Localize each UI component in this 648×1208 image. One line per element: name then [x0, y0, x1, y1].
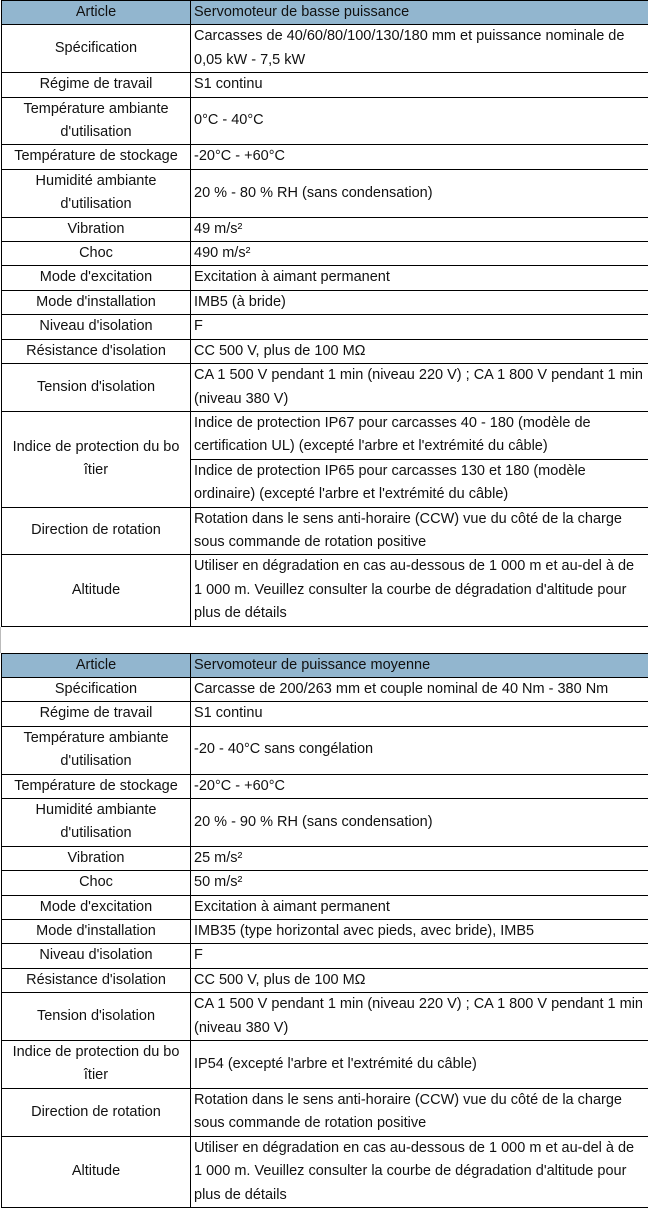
- row-value: Rotation dans le sens anti-horaire (CCW) vue du côté de la charge sous commande de rotation positive: [191, 1088, 648, 1136]
- table-row: [2, 846, 648, 870]
- table-row: [2, 145, 648, 169]
- row-value: S1 continu: [191, 73, 648, 97]
- row-label: Niveau d'isolation: [2, 944, 191, 968]
- table-row: [2, 364, 648, 412]
- table-row: [2, 1041, 648, 1089]
- spec-table: [1, 653, 648, 1208]
- table-row: [2, 895, 648, 919]
- row-value: IMB5 (à bride): [191, 290, 648, 314]
- header-article: Article: [2, 1, 191, 25]
- table-row: [2, 25, 648, 73]
- row-value: IP54 (excepté l'arbre et l'extrémité du câble): [191, 1041, 648, 1089]
- row-value: Carcasse de 200/263 mm et couple nominal de 40 Nm - 380 Nm: [191, 677, 648, 701]
- row-value: CC 500 V, plus de 100 MΩ: [191, 968, 648, 992]
- row-value: 20 % - 80 % RH (sans condensation): [191, 169, 648, 217]
- row-label: Vibration: [2, 846, 191, 870]
- row-label: Spécification: [2, 677, 191, 701]
- row-value: 0°C - 40°C: [191, 97, 648, 145]
- row-value: Excitation à aimant permanent: [191, 895, 648, 919]
- row-label: Régime de travail: [2, 73, 191, 97]
- header-motor-type: Servomoteur de basse puissance: [191, 1, 648, 25]
- row-value: IMB35 (type horizontal avec pieds, avec bride), IMB5: [191, 920, 648, 944]
- table-row: [2, 1136, 648, 1207]
- table-row: [2, 993, 648, 1041]
- row-value: Utiliser en dégradation en cas au-dessous de 1 000 m et au-del à de 1 000 m. Veuillez consulter la courbe de dégradation d'altitude pour plus de détails: [191, 1136, 648, 1207]
- table-row: [2, 266, 648, 290]
- row-label: Indice de protection du bo îtier: [2, 411, 191, 507]
- row-label: Spécification: [2, 25, 191, 73]
- row-label: Direction de rotation: [2, 507, 191, 555]
- table-row: [2, 217, 648, 241]
- row-label: Température de stockage: [2, 774, 191, 798]
- row-value: 20 % - 90 % RH (sans condensation): [191, 799, 648, 847]
- table-row: [2, 290, 648, 314]
- table-header-row: [2, 653, 648, 677]
- row-label: Direction de rotation: [2, 1088, 191, 1136]
- row-value: Carcasses de 40/60/80/100/130/180 mm et puissance nominale de 0,05 kW - 7,5 kW: [191, 25, 648, 73]
- row-value: Indice de protection IP67 pour carcasses 40 - 180 (modèle de certification UL) (excepté l'arbre et l'extrémité du câble): [191, 411, 648, 459]
- table-row: [2, 920, 648, 944]
- row-value: Utiliser en dégradation en cas au-dessous de 1 000 m et au-del à de 1 000 m. Veuillez consulter la courbe de dégradation d'altitude pour plus de détails: [191, 555, 648, 626]
- row-value: F: [191, 315, 648, 339]
- row-value: Indice de protection IP65 pour carcasses 130 et 180 (modèle ordinaire) (excepté l'arbre et l'extrémité du câble): [191, 459, 648, 507]
- row-label: Tension d'isolation: [2, 364, 191, 412]
- table-row: [2, 702, 648, 726]
- table-row: [2, 411, 648, 459]
- row-value: Rotation dans le sens anti-horaire (CCW) vue du côté de la charge sous commande de rotation positive: [191, 507, 648, 555]
- row-value: 490 m/s²: [191, 242, 648, 266]
- row-value: S1 continu: [191, 702, 648, 726]
- header-article: Article: [2, 653, 191, 677]
- table-row: [2, 774, 648, 798]
- table-row: [2, 507, 648, 555]
- row-label: Résistance d'isolation: [2, 968, 191, 992]
- row-label: Tension d'isolation: [2, 993, 191, 1041]
- row-label: Choc: [2, 871, 191, 895]
- row-label: Choc: [2, 242, 191, 266]
- table-row: [2, 968, 648, 992]
- row-label: Résistance d'isolation: [2, 339, 191, 363]
- spec-table: [1, 0, 648, 627]
- table-row: [2, 315, 648, 339]
- row-label: Vibration: [2, 217, 191, 241]
- row-value: 25 m/s²: [191, 846, 648, 870]
- table-row: [2, 242, 648, 266]
- table-row: [2, 726, 648, 774]
- table-row: [2, 73, 648, 97]
- row-value: CA 1 500 V pendant 1 min (niveau 220 V) ; CA 1 800 V pendant 1 min (niveau 380 V): [191, 993, 648, 1041]
- row-value: -20 - 40°C sans congélation: [191, 726, 648, 774]
- row-value: Excitation à aimant permanent: [191, 266, 648, 290]
- row-label: Température de stockage: [2, 145, 191, 169]
- row-value: CA 1 500 V pendant 1 min (niveau 220 V) ; CA 1 800 V pendant 1 min (niveau 380 V): [191, 364, 648, 412]
- row-label: Niveau d'isolation: [2, 315, 191, 339]
- row-value: 49 m/s²: [191, 217, 648, 241]
- table-row: [2, 169, 648, 217]
- row-value: CC 500 V, plus de 100 MΩ: [191, 339, 648, 363]
- row-label: Mode d'installation: [2, 290, 191, 314]
- table-header-row: [2, 1, 648, 25]
- table-row: [2, 1088, 648, 1136]
- row-label: Indice de protection du bo îtier: [2, 1041, 191, 1089]
- table-row: [2, 944, 648, 968]
- table-row: [2, 555, 648, 626]
- row-label: Mode d'installation: [2, 920, 191, 944]
- row-label: Humidité ambiante d'utilisation: [2, 169, 191, 217]
- table-row: [2, 799, 648, 847]
- row-label: Température ambiante d'utilisation: [2, 97, 191, 145]
- row-value: F: [191, 944, 648, 968]
- row-label: Mode d'excitation: [2, 895, 191, 919]
- header-motor-type: Servomoteur de puissance moyenne: [191, 653, 648, 677]
- row-label: Température ambiante d'utilisation: [2, 726, 191, 774]
- row-label: Altitude: [2, 1136, 191, 1207]
- row-value: 50 m/s²: [191, 871, 648, 895]
- table-row: [2, 339, 648, 363]
- row-value: -20°C - +60°C: [191, 774, 648, 798]
- row-value: -20°C - +60°C: [191, 145, 648, 169]
- row-label: Mode d'excitation: [2, 266, 191, 290]
- table-row: [2, 677, 648, 701]
- table-row: [2, 871, 648, 895]
- table-row: [2, 97, 648, 145]
- table-spacer: [0, 627, 648, 653]
- row-label: Humidité ambiante d'utilisation: [2, 799, 191, 847]
- row-label: Régime de travail: [2, 702, 191, 726]
- row-label: Altitude: [2, 555, 191, 626]
